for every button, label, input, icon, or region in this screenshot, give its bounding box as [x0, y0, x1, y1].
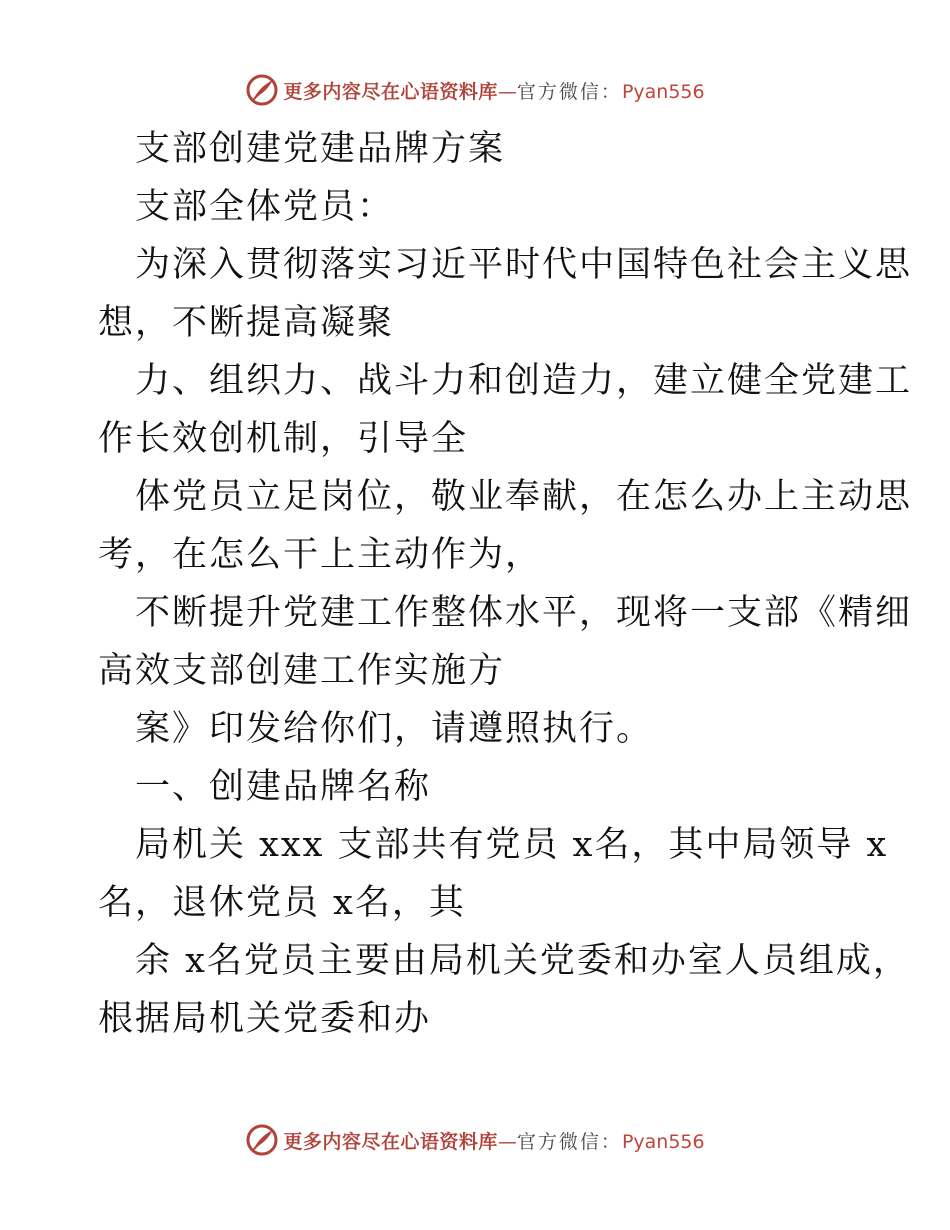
body-line: 余 x名党员主要由局机关党委和办室人员组成，: [135, 941, 910, 981]
body-line: 高效支部创建工作实施方: [98, 651, 506, 691]
body-line: 为深入贯彻落实习近平时代中国特色社会主义思: [135, 245, 913, 285]
footer-banner: [0, 1120, 950, 1160]
banner-wechat-id: Pyan556: [621, 1130, 705, 1153]
body-line: 考，在怎么干上主动作为，: [98, 535, 543, 575]
feather-logo-icon: [245, 73, 279, 107]
banner-dash: —: [497, 1130, 517, 1153]
body-line: 一、创建品牌名称: [135, 767, 432, 807]
body-line: 案》印发给你们，请遵照执行。: [135, 709, 654, 749]
body-line: 作长效创机制，引导全: [98, 419, 469, 459]
body-line: 不断提升党建工作整体水平，现将一支部《精细: [135, 593, 913, 633]
body-line: 支部全体党员：: [135, 187, 395, 227]
body-line: 想，不断提高凝聚: [98, 303, 395, 343]
feather-logo-icon: [245, 1123, 279, 1157]
banner-dash: —: [497, 80, 517, 103]
body-line: 支部创建党建品牌方案: [135, 129, 506, 169]
banner-site-name: 更多内容尽在心语资料库: [283, 80, 498, 103]
body-line: 局机关 xxx 支部共有党员 x名，其中局领导 x: [135, 825, 889, 865]
banner-text: [283, 1127, 704, 1154]
header-banner: [0, 70, 950, 110]
banner-wechat-id: Pyan556: [621, 80, 705, 103]
banner-wechat-label: 官方微信：: [516, 1130, 622, 1153]
body-line: 根据局机关党委和办: [98, 999, 432, 1039]
banner-wechat-label: 官方微信：: [516, 80, 622, 103]
banner-site-name: 更多内容尽在心语资料库: [283, 1130, 498, 1153]
body-line: 力、组织力、战斗力和创造力，建立健全党建工: [135, 361, 913, 401]
banner-text: [283, 77, 704, 104]
body-line: 体党员立足岗位，敬业奉献，在怎么办上主动思: [135, 477, 913, 517]
document-body: [98, 120, 913, 1048]
body-line: 名，退休党员 x名，其: [98, 883, 466, 923]
